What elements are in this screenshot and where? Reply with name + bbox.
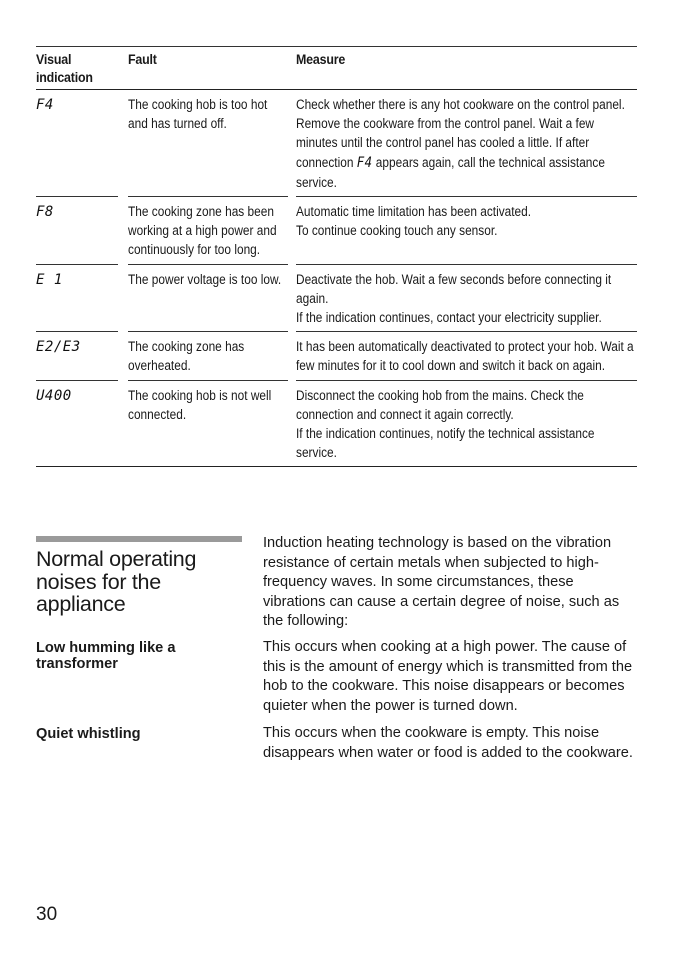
noise-title-whistling: Quiet whistling bbox=[36, 726, 141, 742]
section-divider-bar bbox=[36, 536, 242, 542]
measure-text: It has been automatically deactivated to protect your hob. Wait a few minutes for it to cool down and switch it back on again. bbox=[296, 339, 634, 374]
fault-text: The cooking hob is too hot and has turned off. bbox=[128, 97, 268, 132]
noise-text-humming: This occurs when cooking at a high power. The cause of this is the amount of energy which is transmitted from the hob to the cookware. This noise disappears or becomes quieter when the power is turned down. bbox=[263, 639, 633, 714]
header-measure: Measure bbox=[296, 52, 346, 67]
indication-code: F8 bbox=[36, 204, 54, 221]
fault-text: The power voltage is too low. bbox=[128, 271, 282, 287]
header-visual-indication: Visual indication bbox=[36, 52, 93, 85]
table-row bbox=[36, 90, 637, 196]
table-row bbox=[36, 264, 637, 332]
table-header bbox=[36, 47, 637, 90]
fault-text: The cooking zone has been working at a high power and continuously for too long. bbox=[128, 204, 277, 258]
table-row bbox=[36, 331, 637, 379]
table-row bbox=[36, 380, 637, 468]
measure-text: Deactivate the hob. Wait a few seconds before connecting it again. If the indication continues, contact your electricity supplier. bbox=[296, 271, 612, 326]
fault-text: The cooking hob is not well connected. bbox=[128, 387, 272, 422]
noise-text-whistling: This occurs when the cookware is empty. This noise disappears when water or food is added to the cookware. bbox=[263, 725, 633, 761]
inline-indication-code: F4 bbox=[356, 154, 373, 171]
measure-text: Check whether there is any hot cookware on the control panel. Remove the cookware from the control panel. Wait a few minutes until the control panel has cooled a little. If after connection F4 appears again, call the technical assistance service. bbox=[296, 97, 625, 190]
measure-text: Automatic time limitation has been activated. To continue cooking touch any sensor. bbox=[296, 204, 532, 239]
header-fault: Fault bbox=[128, 52, 157, 67]
indication-code: F4 bbox=[36, 97, 54, 113]
indication-code: E 1 bbox=[36, 271, 63, 288]
section-heading: Normal operating noises for the appliance bbox=[36, 547, 197, 616]
fault-text: The cooking zone has overheated. bbox=[128, 339, 245, 374]
table-row bbox=[36, 196, 637, 264]
noise-title-humming: Low humming like a transformer bbox=[36, 640, 176, 672]
section-intro: Induction heating technology is based on the vibration resistance of certain metals when subjected to high-frequency waves. In some circumstances, these vibrations can cause a certain degree of noise, such as the following: bbox=[263, 535, 620, 629]
page-number: 30 bbox=[36, 904, 58, 925]
indication-code: U400 bbox=[36, 387, 72, 404]
measure-text: Disconnect the cooking hob from the mains. Check the connection and connect it again correctly. If the indication continues, notify the technical assistance service. bbox=[296, 387, 595, 461]
fault-table bbox=[36, 46, 637, 467]
indication-code: E2/E3 bbox=[36, 339, 81, 356]
